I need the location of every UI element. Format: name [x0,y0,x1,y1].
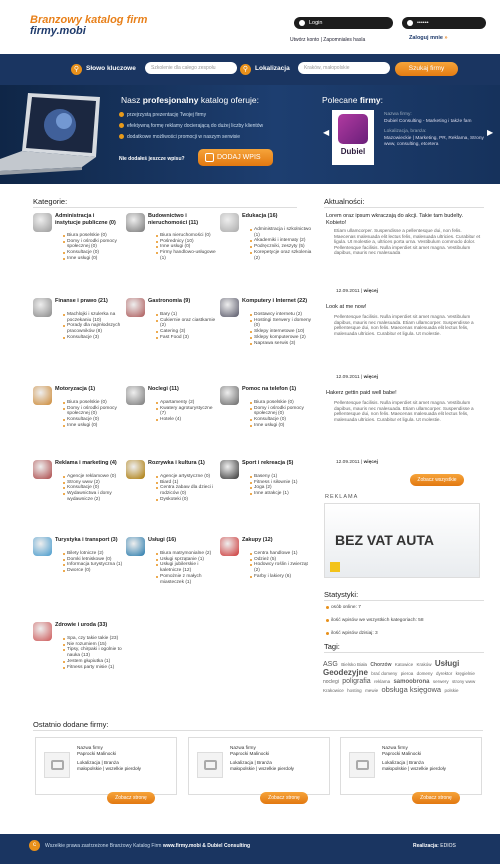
subcategory-link[interactable]: Konsultacje (0) [250,417,312,423]
featured-title-bold: firmy [359,95,381,105]
subcategory-link[interactable]: Strony www (2) [63,480,125,486]
subcategory-link[interactable]: Pośrednicy (10) [156,239,218,245]
camera-placeholder-icon [44,752,70,778]
subcategory-list [250,400,312,429]
subcategory-link[interactable]: Domy i ośrodki pomocy społecznej (0) [63,406,125,417]
tag-link[interactable]: kręgielnie [455,671,475,676]
category-title[interactable]: Edukacja (16) [242,213,278,219]
subcategory-link[interactable]: Biura poselskie (0) [63,400,125,406]
subcategory-list [156,233,218,262]
featured-logo-mark [338,114,368,144]
tag-link[interactable]: hosting [347,688,362,693]
location-pin-icon: ⚲ [240,64,251,75]
category-title[interactable]: Pomoc na telefon (1) [242,386,297,392]
subcategory-list [250,474,312,497]
all-news-button[interactable]: Zobacz wszystkie [410,474,464,486]
search-pin-icon: ⚲ [71,64,82,75]
tag-link[interactable]: domeny [416,671,433,676]
featured-title [322,95,383,105]
hero-item: dodatkowe możliwości promocji w naszym serwisie [119,134,240,140]
subcategory-link[interactable]: Wydawnictwa i domy wydawnicze (2) [63,491,125,502]
subcategory-link[interactable]: Akademiki i internaty (2) [250,238,312,244]
featured-location-label: Lokalizacja, branża: [384,129,427,134]
subcategory-link[interactable]: Firmy handlowo-usługowe (1) [156,250,218,261]
latest-divider [33,730,483,731]
subcategory-list [156,312,218,341]
subcategory-link[interactable]: Dostawcy internetu (2) [250,312,312,318]
tag-link[interactable]: mewie [365,688,379,693]
view-page-button[interactable]: Zobacz stronę [107,792,155,804]
login-button-label: Zaloguj mnie [409,35,443,41]
hero-item: przejrzystą prezentację Twojej firmy [119,112,206,118]
tags-title: Tagi: [324,642,340,651]
company-name-label: Nazwa firmy [77,745,103,750]
subcategory-link[interactable]: Odzież (5) [250,557,312,563]
camera-placeholder-icon [349,752,375,778]
news-date: 12.09.2011 | więcej [336,375,378,380]
location-label: Lokalizacja [255,65,290,72]
category-title[interactable]: Reklama i marketing (4) [55,460,117,466]
subcategory-link[interactable]: Usługi sprzątanie (1) [156,557,218,563]
categories-divider [33,207,297,208]
featured-title-post: : [380,95,383,105]
login-button[interactable] [409,35,448,41]
footer [0,834,500,864]
company-location-label: Lokalizacja | Branża [382,760,424,766]
subcategory-list [63,636,125,670]
view-page-button[interactable]: Zobacz stronę [260,792,308,804]
account-links: Utwórz konto | Zapomniales hasla [290,37,366,43]
view-page-button[interactable]: Zobacz stronę [412,792,460,804]
subcategory-link[interactable]: Konsultacje (0) [63,485,125,491]
subcategory-link[interactable]: Fitness i siłownie (1) [250,480,312,486]
featured-location: Mazowieckie | Marketing, PR, Reklama, Strony www, consulting, etcetera [384,135,484,147]
camera-placeholder-icon [197,752,223,778]
subcategory-link[interactable]: Bary (1) [156,312,218,318]
news-more-link[interactable]: więcej [363,375,378,380]
subcategory-link[interactable]: Cukiernie oraz ciastkarnie (2) [156,318,218,329]
subcategory-link[interactable]: Joga (2) [250,485,312,491]
subcategory-link[interactable]: Fast Food (3) [156,335,218,341]
ad-banner[interactable] [324,503,480,578]
add-entry-button[interactable] [198,149,273,166]
tag-link[interactable]: Krakowice [323,688,344,693]
subcategory-link[interactable]: Biura nieruchomości (0) [156,233,218,239]
subcategory-link[interactable]: Konsultacje (3) [63,335,125,341]
category-icon[interactable] [126,386,145,405]
tag-link[interactable]: serwery [432,679,449,684]
tag-link[interactable]: Chorzów [370,662,392,668]
subcategory-link[interactable]: Podręczniki, zeszyty (5) [250,244,312,250]
subcategory-link[interactable]: Dworce (0) [63,568,125,574]
category-title[interactable]: Zakupy (12) [242,537,273,543]
category-title[interactable]: Administracja i instytucje publiczne (0) [55,213,116,226]
subcategory-link[interactable]: Sklepy internetowe (10) [250,329,312,335]
stats-item: ilość wpisów dzisiaj: 3 [326,631,500,636]
company-location: małopolskie | wszelkie pierdoły [77,766,142,772]
search-button[interactable]: Szukaj firmy [395,62,458,76]
category-icon[interactable] [220,537,239,556]
subcategory-link[interactable]: Machlojki i szulerka na poczekaniu (10) [63,312,125,323]
hero-item: efektywną formę reklamy docierającą do dużej liczby klientów [119,123,263,129]
company-name[interactable]: Paprocki Malinocki [77,750,117,756]
subcategory-link[interactable]: Biura poselskie (0) [63,233,125,239]
news-headline[interactable]: Hakerz gettin paid well babe! [326,390,397,396]
stats-item: osób online: 7 [326,605,500,610]
news-more-link[interactable]: więcej [363,289,378,294]
subcategory-link[interactable]: Apartamenty (2) [156,400,218,406]
category-icon[interactable] [220,213,239,232]
category-icon[interactable] [33,622,52,641]
site-logo[interactable]: Branzowy katalog firm [30,14,148,26]
subcategory-link[interactable]: Centra handlowe (1) [250,551,312,557]
category-icon[interactable] [126,460,145,479]
tag-link[interactable]: Usługi Geodezyjne [323,659,460,677]
forgot-password-link[interactable]: Zapomniales hasla [323,37,366,43]
subcategory-link[interactable]: Biura poselskie (0) [250,400,312,406]
category-icon[interactable] [220,460,239,479]
hero-title-post: katalog oferuje: [198,95,259,105]
subcategory-link[interactable]: Inne usługi (0) [250,423,312,429]
footer-site-link[interactable]: www.firmy.mobi & Dubiel Consulting [162,843,251,849]
tag-link[interactable]: samoobrona [393,679,430,685]
featured-next-icon[interactable]: ▶ [487,128,494,137]
category-icon[interactable] [33,386,52,405]
tag-link[interactable]: obsługa księgowa [381,685,442,694]
add-entry-label: DODAJ WPIS [217,154,261,161]
footer-realization [413,843,456,849]
category-icon[interactable] [126,213,145,232]
ad-car-logo-icon [330,562,340,572]
login-value: Login [309,20,323,26]
subcategory-link[interactable]: Catering (3) [156,329,218,335]
category-title[interactable]: Rozrywka i kultura (1) [148,460,205,466]
stats-item: ilość wpisów we wszystkich kategoriach: 58 [326,618,500,623]
stats-divider [324,600,484,601]
subcategory-link[interactable]: Korepetycje oraz szkolenia (2) [250,250,312,261]
category-title[interactable]: Usługi (16) [148,537,177,543]
subcategory-link[interactable]: Konsultacje (0) [63,250,125,256]
subcategory-list [63,312,125,341]
category-title[interactable]: Komputery i Internet (22) [242,298,308,304]
featured-name[interactable]: Dubiel Consulting - Marketing i także fam [384,118,472,124]
category-title[interactable]: Gastronomia (9) [148,298,191,304]
categories-title: Kategorie: [33,197,68,206]
company-card-text [382,745,480,772]
subcategory-link[interactable]: Hotele (4) [156,417,218,423]
company-card [188,737,330,795]
subcategory-list [63,474,125,503]
copyright-icon: c [29,840,40,851]
news-text: Pellentesque facilisis. Nulla imperdiet sit amet magna. Vestibulum dapibus, mauris nec malesuada. Etiam ullamcorper. Suspendisse a pellentesque dui, non felis. Maecenas malesuada elit lectus felis, malesuada ultricies. Curabitur et ligula. Ut molestie. [334,400,474,422]
user-icon [299,20,305,26]
category-icon[interactable] [126,298,145,317]
subcategory-link[interactable]: Porady dla najmłodszych pracowników (8) [63,323,125,334]
password-input[interactable] [402,17,486,29]
featured-logo[interactable] [332,110,374,165]
laptop-image [0,87,105,179]
tag-link[interactable]: strony www [452,679,476,684]
subcategory-link[interactable]: Baseny (1) [250,474,312,480]
news-headline[interactable]: Lorem oraz ipsum wkraczają do akcji. Takie tam budelty. Kobieto! [326,213,464,226]
subcategory-link[interactable]: Domy i ośrodki pomocy społecznej (0) [63,239,125,250]
news-more-link[interactable]: więcej [363,460,378,465]
subcategory-list [63,233,125,262]
tag-link[interactable]: ASG [323,661,338,668]
tag-link[interactable]: Kraków [416,662,432,667]
subcategory-link[interactable]: Domy i ośrodki pomocy społecznej (0) [250,406,312,417]
password-value: •••••• [417,20,429,26]
stats-title: Statystyki: [324,590,359,599]
subcategory-link[interactable]: Inne usługi (0) [63,256,125,262]
subcategory-link[interactable]: Sklepy komputerowe (2) [250,335,312,341]
category-icon[interactable] [220,386,239,405]
subcategory-link[interactable]: Domki letniskowe (0) [63,557,125,563]
company-card-text [230,745,328,772]
tag-link[interactable]: noclegi [323,679,339,685]
subcategory-link[interactable]: Nie rozumiem (15) [63,642,125,648]
news-headline[interactable]: Look at me now! [326,304,367,310]
hero-question: Nie dodałeś jeszcze wpisu? [119,156,185,162]
subcategory-link[interactable]: Naprawa serwis (3) [250,341,312,347]
company-location-label: Lokalizacja | Branża [230,760,272,766]
latest-title: Ostatnio dodane firmy: [33,720,109,729]
subcategory-link[interactable]: Biard (1) [156,480,218,486]
tag-link[interactable]: reklama [374,679,391,684]
footer-copy-text: Wszelkie prawa zastrzeżone Branżowy Katalog Firm [45,843,163,849]
subcategory-list [63,551,125,574]
subcategory-link[interactable]: Bilety lotnicze (2) [63,551,125,557]
company-name[interactable]: Paprocki Malinocki [382,750,422,756]
subcategory-link[interactable]: Administracja i szkolnictwo (1) [250,227,312,238]
subcategory-link[interactable]: Agencje artystyczne (0) [156,474,218,480]
subcategory-link[interactable]: Hodowcy roślin i zwierząt (2) [250,562,312,573]
category-title[interactable]: Turystyka i transport (3) [55,537,118,543]
news-date: 12.09.2011 | więcej [336,460,378,465]
tag-link[interactable]: Katowice [394,662,414,667]
footer-real-link[interactable]: EDIOS [440,843,456,849]
category-icon[interactable] [33,460,52,479]
subcategory-list [156,474,218,503]
subcategory-link[interactable]: Usługi jubilerskie i kaletnicze (12) [156,562,218,573]
category-icon[interactable] [33,298,52,317]
subcategory-list [156,551,218,585]
subcategory-link[interactable]: Inne usługi (0) [156,244,218,250]
company-location-label: Lokalizacja | Branża [77,760,119,766]
tag-link[interactable]: pieroa [400,671,414,676]
subcategory-list [63,400,125,429]
featured-name-label: Nazwa firmy: [384,112,412,117]
company-card-text [77,745,175,772]
subcategory-link[interactable]: Inne usługi (0) [63,423,125,429]
subcategory-link[interactable]: Centra zabaw dla dzieci i rodziców (0) [156,485,218,496]
featured-details [384,112,484,149]
news-divider [324,207,484,208]
tag-link[interactable]: dyrektor [436,671,453,676]
subcategory-link[interactable]: Kwatery agroturystyczne (7) [156,406,218,417]
subcategory-link[interactable]: Spa, czy takie takie (23) [63,636,125,642]
subcategory-link[interactable]: Farby i lakiery (6) [250,574,312,580]
tag-link[interactable]: Bielsko Biała [341,662,367,667]
subcategory-link[interactable]: Hostingi Serwery i domeny (0) [250,318,312,329]
featured-title-pre: Polecane [322,95,360,105]
company-name-label: Nazwa firmy [382,745,408,750]
ad-label: REKLAMA [325,494,359,500]
keywords-label: Słowo kluczowe [86,65,136,72]
subcategory-link[interactable]: Fitness party misie (1) [63,665,125,671]
login-input[interactable] [294,17,393,29]
subcategory-link[interactable]: Biura matrymonialne (2) [156,551,218,557]
company-card [340,737,482,795]
news-date-value: 12.09.2011 [336,289,360,294]
login-arrow-icon: » [444,35,448,41]
news-text: Pellentesque facilisis. Nulla imperdiet sit amet magna. Vestibulum dapibus, mauris nec malesuada. Etiam ullamcorper. Suspendisse a pellentesque dui, non felis. Maecenas malesuada elit lectus felis, malesuada ultricies. Curabitur et ligula. Ut molestie. [334,314,474,336]
subcategory-link[interactable]: Agencje reklamowe (0) [63,474,125,480]
category-title[interactable]: Motoryzacja (1) [55,386,96,392]
news-text: Etiam ullamcorper. Suspendisse a pellentesque dui, non felis. Maecenas malesuada elit lectus felis, malesuada ultricies. Curabitur et ligula. Ut molestie a, ultrices porta urna. Vestibulum commodo dolor. Pellentesque facilisis. Nulla imperdiet sit amet magna. Vestibulum dapibus, mauris nec malesuada [334,228,481,255]
company-name[interactable]: Paprocki Malinocki [230,750,270,756]
subcategory-link[interactable]: Tipsy, chirpaki i ogolnie to nauka (13) [63,647,125,658]
location-input[interactable]: Kraków, małopolskie [298,62,390,74]
news-date: 12.09.2011 | więcej [336,289,378,294]
subcategory-list [250,312,312,346]
footer-real-label: Realizacja: [413,843,441,849]
tag-link[interactable]: poligrafia [342,678,371,685]
tag-link[interactable]: brać domeny [371,671,398,676]
category-title[interactable]: Finanse i prawo (21) [55,298,108,304]
company-location: małopolskie | wszelkie pierdoły [382,766,447,772]
news-date-value: 12.09.2011 [336,460,360,465]
subcategory-link[interactable]: Konsultacje (0) [63,417,125,423]
subcategory-link[interactable]: Pomożnie z małych miasteczek (1) [156,574,218,585]
category-title[interactable]: Sport i rekreacja (5) [242,460,294,466]
subcategory-link[interactable]: Informacja turystyczna (1) [63,562,125,568]
featured-prev-icon[interactable]: ◀ [323,128,330,137]
subcategory-list [156,400,218,423]
category-icon[interactable] [220,298,239,317]
featured-logo-text: Dubiel [340,147,366,156]
register-link[interactable]: Utwórz konto [290,37,320,43]
category-icon[interactable] [33,213,52,232]
news-date-value: 12.09.2011 [336,375,360,380]
category-icon[interactable] [126,537,145,556]
footer-copyright [45,843,250,849]
hero-title-pre: Nasz [121,95,143,105]
category-icon[interactable] [33,537,52,556]
subcategory-list [250,551,312,580]
hero-title [121,95,259,105]
add-entry-icon [205,153,214,162]
category-title[interactable]: Noclegi (11) [148,386,179,392]
company-card [35,737,177,795]
category-title[interactable]: Zdrowie i uroda (33) [55,622,108,628]
tag-link[interactable]: polskie [444,688,459,693]
key-icon [407,20,413,26]
site-logo-subtitle[interactable]: firmy.mobi [30,25,86,37]
company-name-label: Nazwa firmy [230,745,256,750]
subcategory-link[interactable]: Inne atrakcje (1) [250,491,312,497]
category-title[interactable]: Budownictwo i nieruchomości (11) [148,213,199,226]
subcategory-link[interactable]: Dyskoteki (0) [156,497,218,503]
company-location: małopolskie | wszelkie pierdoły [230,766,295,772]
tag-cloud [323,660,483,695]
subcategory-list [250,227,312,261]
hero-title-bold: profesjonalny [142,95,199,105]
tags-divider [324,652,484,653]
news-title: Aktualności: [324,197,365,206]
keywords-input[interactable]: Szkolenie dla całego zespołu [145,62,237,74]
subcategory-link[interactable]: Jestem głupiutka (1) [63,659,125,665]
ad-text: BEZ VAT AUTA [335,532,435,548]
